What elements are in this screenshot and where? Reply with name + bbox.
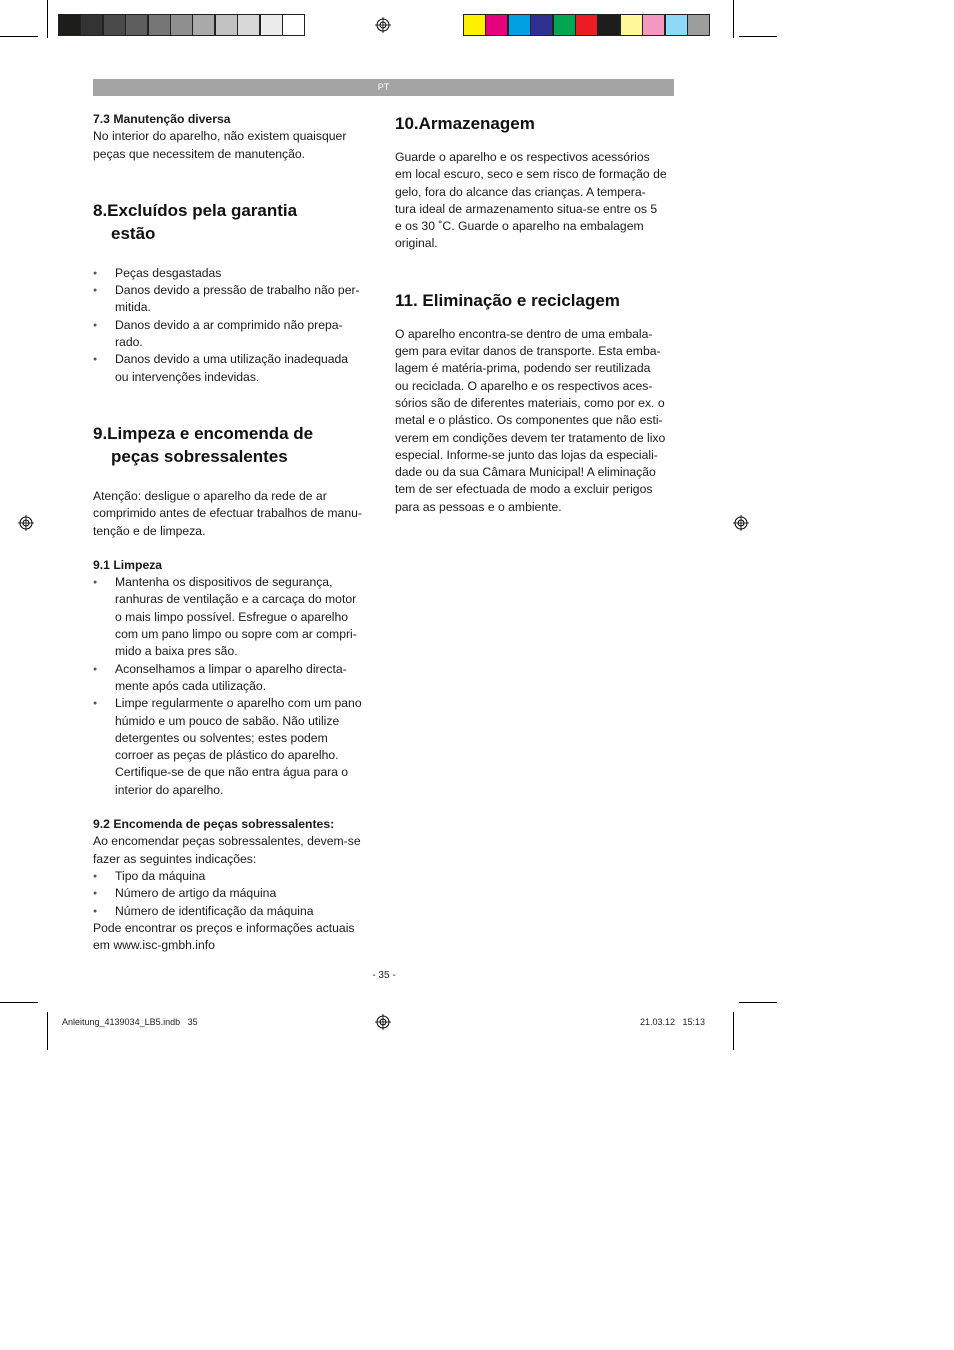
list-item-line: ● Número de identificação da máquina: [115, 903, 314, 918]
color-swatch: [620, 14, 643, 36]
text-line: Atenção: desligue o aparelho da rede de ar: [93, 488, 327, 503]
list-item-line: mido a baixa pres são.: [115, 644, 238, 659]
list-item-line: detergentes ou solventes; estes podem: [115, 730, 328, 745]
registration-mark-icon: [375, 1014, 391, 1030]
section-9-2-outro: [93, 920, 383, 955]
list-item: [93, 574, 383, 660]
list-item: [93, 265, 383, 282]
color-swatch: [148, 14, 171, 36]
crop-mark: [733, 0, 734, 38]
list-item-line: ● Aconselhamos a limpar o aparelho directa-: [115, 661, 347, 676]
section-9-2-intro: [93, 833, 383, 868]
color-swatch: [665, 14, 688, 36]
text-line: fazer as seguintes indicações:: [93, 851, 257, 866]
color-swatch: [642, 14, 665, 36]
date-info: 21.03.12 15:13: [640, 1017, 706, 1027]
color-swatch: [485, 14, 508, 36]
color-swatch: [508, 14, 531, 36]
list-item-line: mitida.: [115, 300, 151, 315]
list-item-line: mente após cada utilização.: [115, 678, 267, 693]
list-item-line: ● Tipo da máquina: [115, 868, 206, 883]
text-line: sórios são de diferentes materiais, como por ex. o: [395, 395, 665, 410]
color-swatch: [597, 14, 620, 36]
crop-mark: [47, 1012, 48, 1050]
list-item: [93, 903, 383, 920]
text-line: Pode encontrar os preços e informações actuais: [93, 920, 355, 935]
list-item-line: ● Danos devido a pressão de trabalho não per-: [115, 283, 360, 298]
text-line: No interior do aparelho, não existem quaisquer: [93, 129, 347, 144]
section-8-list: [93, 265, 383, 386]
file-info: Anleitung_4139034_LB5.indb 35: [62, 1017, 198, 1027]
section-9-heading: [93, 422, 383, 468]
text-line: em local escuro, seco e sem risco de formação de: [395, 167, 667, 182]
language-bar: PT: [93, 79, 674, 96]
text-line: e os 30 ˚C. Guarde o aparelho na embalagem: [395, 219, 644, 234]
text-line: ou reciclada. O aparelho e os respectivos aces-: [395, 378, 653, 393]
color-swatch: [463, 14, 486, 36]
list-item-line: com um pano limpo ou sopre com ar compri-: [115, 627, 357, 642]
list-item-line: ou intervenções indevidas.: [115, 369, 260, 384]
color-swatch: [192, 14, 215, 36]
list-item: [93, 695, 383, 799]
crop-mark: [47, 0, 48, 38]
section-8-heading-line1: 8.Excluídos pela garantia: [93, 200, 298, 220]
color-swatch: [125, 14, 148, 36]
section-11: [395, 289, 685, 516]
text-line: tenção e de limpeza.: [93, 523, 206, 538]
text-line: metal e o plástico. Os componentes que não esti-: [395, 413, 663, 428]
section-9-heading-line2: peças sobressalentes: [111, 446, 288, 466]
color-swatch: [282, 14, 305, 36]
crop-mark: [0, 1002, 38, 1003]
section-7-3: [93, 111, 383, 163]
list-item-line: corroer as peças de plástico do aparelho.: [115, 748, 339, 763]
registration-mark-icon: [733, 515, 749, 531]
list-item: [93, 317, 383, 352]
text-line: O aparelho encontra-se dentro de uma embala-: [395, 326, 653, 341]
text-line: comprimido antes de efectuar trabalhos de manu-: [93, 506, 362, 521]
registration-mark-icon: [18, 515, 34, 531]
list-item: [93, 661, 383, 696]
text-line: original.: [395, 236, 438, 251]
color-swatch: [80, 14, 103, 36]
text-line: peças que necessitem de manutenção.: [93, 146, 306, 161]
section-11-text: [395, 326, 685, 516]
crop-mark: [739, 1002, 777, 1003]
page-number: - 35 -: [372, 970, 396, 981]
right-column: [395, 112, 685, 516]
section-8-heading-line2: estão: [111, 223, 156, 243]
left-column: [93, 111, 383, 954]
section-10-heading: 10.Armazenagem: [395, 114, 535, 133]
color-swatch: [260, 14, 283, 36]
section-11-heading: 11. Eliminação e reciclagem: [395, 290, 620, 310]
registration-mark-icon: [375, 17, 391, 33]
text-line: verem em condições devem ter tratamento de lixo: [395, 430, 666, 445]
text-line: gelo, fora do alcance das crianças. A tempera-: [395, 184, 646, 199]
text-line: para as pessoas e o ambiente.: [395, 499, 562, 514]
text-line: Ao encomendar peças sobressalentes, devem-se: [93, 834, 361, 849]
section-8: [93, 199, 383, 386]
text-line: gem para evitar danos de transporte. Esta emba-: [395, 344, 661, 359]
section-9-2-title: 9.2 Encomenda de peças sobressalentes:: [93, 817, 335, 832]
list-item-line: Certifique-se de que não entra água para o: [115, 765, 349, 780]
section-9: [93, 422, 383, 954]
section-9-1-list: [93, 574, 383, 799]
color-swatch: [58, 14, 81, 36]
section-7-3-text: [93, 128, 383, 163]
text-line: tura ideal de armazenamento situa-se entre os 5: [395, 201, 658, 216]
text-line: especial. Informe-se junto das lojas da especiali-: [395, 447, 658, 462]
color-swatch: [103, 14, 126, 36]
list-item-line: ● Danos devido a uma utilização inadequada: [115, 352, 349, 367]
list-item: [93, 282, 383, 317]
section-10-text: [395, 149, 685, 253]
text-line: dade ou da sua Câmara Municipal! A eliminação: [395, 465, 656, 480]
list-item-line: ● Número de artigo da máquina: [115, 886, 277, 901]
list-item-line: húmido e um pouco de sabão. Não utilize: [115, 713, 340, 728]
section-10: [395, 112, 685, 253]
crop-mark: [733, 1012, 734, 1050]
list-item: [93, 868, 383, 885]
list-item-line: interior do aparelho.: [115, 782, 224, 797]
list-item-line: o mais limpo possível. Esfregue o aparelho: [115, 609, 349, 624]
list-item-line: ● Peças desgastadas: [115, 265, 222, 280]
text-line: em www.isc-gmbh.info: [93, 938, 215, 953]
section-9-2-list: [93, 868, 383, 920]
color-swatch: [575, 14, 598, 36]
text-line: lagem é matéria-prima, podendo ser reutilizada: [395, 361, 651, 376]
section-8-heading: [93, 199, 383, 245]
text-line: Guarde o aparelho e os respectivos acessórios: [395, 150, 650, 164]
crop-mark: [0, 36, 38, 37]
list-item-line: rado.: [115, 335, 143, 350]
section-9-heading-line1: 9.Limpeza e encomenda de: [93, 423, 314, 443]
section-9-1-title: 9.1 Limpeza: [93, 557, 163, 572]
list-item-line: ranhuras de ventilação e a carcaça do motor: [115, 592, 357, 607]
text-line: tem de ser efectuada de modo a excluir perigos: [395, 482, 653, 497]
crop-mark: [739, 36, 777, 37]
list-item-line: ● Danos devido a ar comprimido não prepa-: [115, 317, 343, 332]
list-item-line: ● Limpe regularmente o aparelho com um pano: [115, 696, 362, 711]
color-swatch: [553, 14, 576, 36]
list-item: [93, 351, 383, 386]
section-7-3-title: 7.3 Manutenção diversa: [93, 112, 231, 126]
list-item: [93, 885, 383, 902]
color-swatch: [170, 14, 193, 36]
color-swatch: [530, 14, 553, 36]
color-swatch: [215, 14, 238, 36]
list-item-line: ● Mantenha os dispositivos de segurança,: [115, 575, 333, 590]
section-9-intro: [93, 488, 383, 540]
color-swatch: [237, 14, 260, 36]
color-swatch: [687, 14, 710, 36]
